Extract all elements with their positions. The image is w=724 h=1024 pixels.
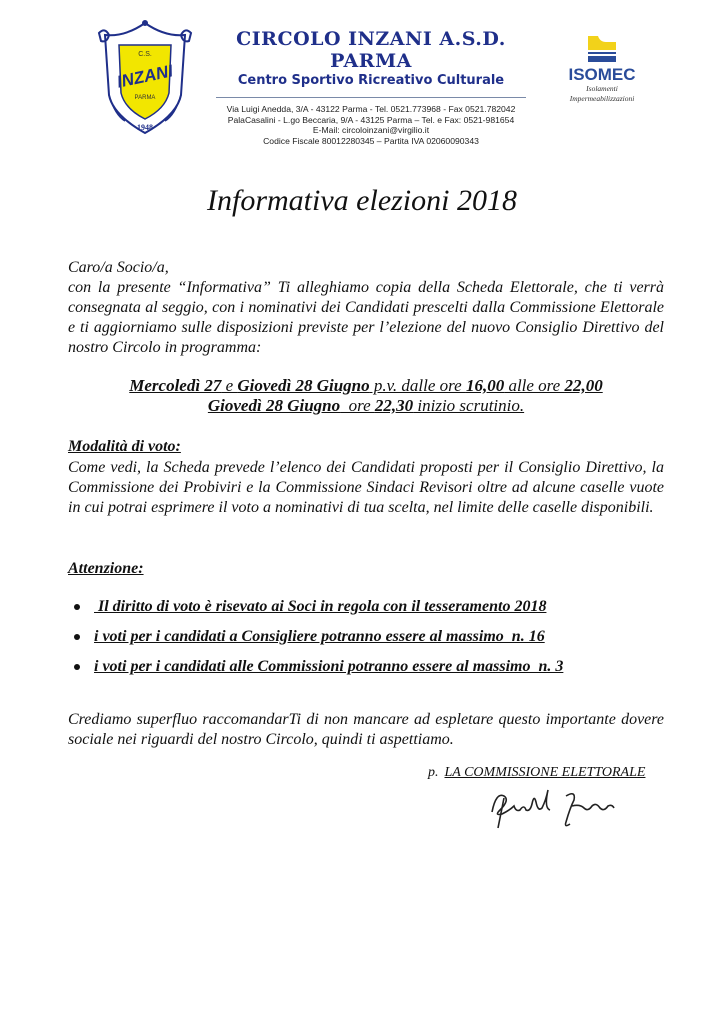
scrutiny-time: 22,30 — [374, 396, 414, 415]
isomec-icon — [584, 34, 620, 64]
attention-list — [74, 596, 664, 686]
schedule-text: ore — [340, 396, 375, 415]
crest-top-text: C.S. — [138, 51, 152, 58]
crest-center-text: INZANI — [115, 61, 175, 92]
crest-bottom-text: PARMA — [134, 95, 156, 101]
list-item — [74, 596, 664, 626]
schedule-text: inizio scrutinio. — [413, 396, 525, 415]
list-item-text: i voti per i candidati a Consigliere potranno essere al massimo n. 16 — [94, 628, 545, 645]
letterhead-divider — [216, 97, 526, 98]
sponsor-tagline-1: Isolamenti — [586, 84, 618, 93]
schedule-line-1 — [68, 376, 664, 396]
org-tax-ids: Codice Fiscale 80012280345 – Partita IVA 02060090343 — [263, 135, 479, 146]
scrutiny-day: Giovedì 28 Giugno — [207, 396, 341, 415]
crest-year: 1948 — [137, 123, 153, 132]
sponsor-tagline-2: Impermeabilizzazioni — [569, 94, 635, 103]
bullet-icon — [74, 634, 80, 640]
list-item-text: i voti per i candidati alle Commissioni potranno essere al massimo n. 3 — [94, 658, 564, 675]
election-schedule — [68, 376, 664, 416]
signoff-prefix: p. — [428, 765, 439, 780]
schedule-conj: e — [221, 376, 238, 395]
org-email: E-Mail: circoloinzani@virgilio.it — [312, 125, 430, 136]
closing-paragraph: Crediamo superfluo raccomandarTi di non mancare ad espletare questo importante dovere sociale nei riguardi del nostro Circolo, quindi ti aspettiamo. — [68, 711, 664, 748]
schedule-day-2: Giovedì 28 Giugno — [237, 376, 370, 395]
schedule-end-time: 22,00 — [564, 376, 603, 395]
voting-method-text: Come vedi, la Scheda prevede l’elenco dei Candidati proposti per il Consiglio Direttivo, la Commissione dei Probiviri e la Commissione Sindaci Revisori oltre ad alcune caselle vuote in cui potrai esprimere il voto a nominativi di tua scelta, nel limite delle caselle disponibili. — [68, 459, 664, 516]
org-name: CIRCOLO INZANI A.S.D. PARMA — [236, 28, 506, 72]
voting-method-heading: Modalità di voto: — [68, 438, 181, 455]
bullet-icon — [74, 604, 80, 610]
intro-paragraph: con la presente “Informativa” Ti alleghiamo copia della Scheda Elettorale, che ti verrà consegnata al seggio, con i nominativi dei Candidati prescelti dalla Commissione Elettorale e ti aggiorniamo sulle disposizioni previste per l’elezione del nuovo Consiglio Direttivo del nostro Circolo in programma: — [68, 279, 664, 356]
signoff-committee: LA COMMISSIONE ELETTORALE — [444, 765, 646, 780]
org-subtitle: Centro Sportivo Ricreativo Culturale — [237, 73, 505, 88]
letterhead — [208, 28, 534, 146]
org-address-2: PalaCasalini - L.go Beccaria, 9/A - 43125 Parma – Tel. e Fax: 0521-981654 — [227, 114, 515, 125]
org-address-1: Via Luigi Anedda, 3/A - 43122 Parma - Tel. 0521.773968 - Fax 0521.782042 — [226, 104, 516, 114]
schedule-start-time: 16,00 — [465, 376, 505, 395]
signoff — [428, 765, 645, 781]
signature-icon — [484, 782, 634, 832]
document-title: Informativa elezioni 2018 — [207, 184, 517, 217]
club-crest-logo — [95, 15, 195, 140]
schedule-text: alle ore — [504, 376, 565, 395]
list-item — [74, 626, 664, 656]
list-item — [74, 656, 664, 686]
list-item-text: Il diritto di voto è risevato ai Soci in regola con il tesseramento 2018 — [94, 598, 547, 615]
schedule-text: p.v. dalle ore — [369, 376, 466, 395]
schedule-day-1: Mercoledì 27 — [129, 376, 222, 395]
salutation: Caro/a Socio/a, — [68, 259, 169, 276]
attention-heading: Attenzione: — [68, 560, 144, 577]
schedule-line-2 — [68, 396, 664, 416]
sponsor-logo — [552, 34, 652, 104]
sponsor-name: ISOMEC — [568, 65, 636, 84]
bullet-icon — [74, 664, 80, 670]
